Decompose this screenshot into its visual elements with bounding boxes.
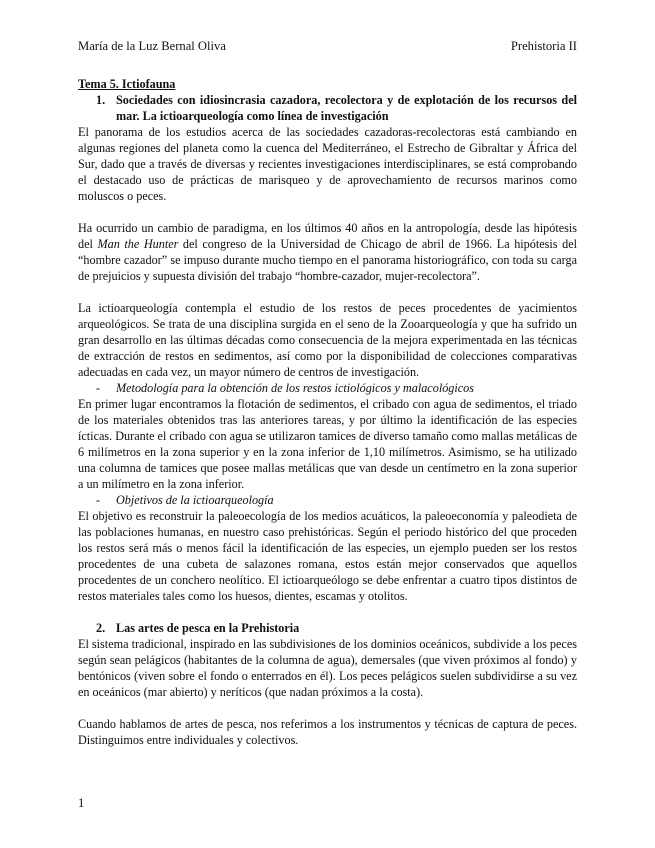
paragraph-2-start: Ha ocurrido un cambio de paradigma, en los últimos 40 años en la antropología, desde las hipótesis del: [78, 221, 577, 251]
paragraph-2-end: del congreso de la Universidad de Chicago de abril de 1966. La hipótesis del “hombre cazador” se impuso durante mucho tiempo en el panorama historiográfico, con toda su carga de prejuicios y supuesta división del trabajo “hombre-cazador, mujer-recolectora”.: [78, 237, 577, 283]
paragraph-3: La ictioarqueología contempla el estudio de los restos de peces procedentes de yacimientos arqueológicos. Se trata de una disciplina surgida en el seno de la Zooarqueología y que ha sufrido un gran desarrollo en las últimas décadas como consecuencia de la mejora experimentada en las técnicas de extracción de restos en sedimentos, así como por la disponibilidad de colecciones comparativas adecuadas en cada vez, un mayor número de centros de investigación.: [78, 301, 577, 379]
paragraph-2: [78, 220, 577, 284]
topic-title: Tema 5. Ictiofauna: [78, 77, 176, 91]
paragraph-4: En primer lugar encontramos la flotación de sedimentos, el cribado con agua de sedimentos, el triado de los materiales obtenidos tras las anteriores tareas, y por último la identificación de las especies ícticas. Durante el cribado con agua se utilizaron tamices de diverso tamaño como mallas metálicas de 6 milímetros en la zona superior y en la zona inferior de 1,10 milímetros. Asimismo, se ha utilizado una columna de tamices que posee mallas metálicas que van desde un centímetro en la zona superior a un milímetro en la zona inferior.: [78, 397, 577, 491]
paragraph-2-italic: Man the Hunter: [97, 237, 179, 251]
section-2-heading: [78, 620, 577, 636]
subheading-1-text: Metodología para la obtención de los restos ictiológicos y malacológicos: [116, 381, 475, 395]
subheading-1-dash: -: [96, 381, 101, 395]
paragraph-1: El panorama de los estudios acerca de las sociedades cazadoras-recolectoras está cambiando en algunas regiones del planeta como la cuenca del Mediterráneo, el Estrecho de Gibraltar y África del Sur, dado que a través de diversas y recientes investigaciones interdisciplinares, se está comprobando el destacado uso de prácticas de marisqueo y de aprovechamiento de recursos marinos como moluscos o peces.: [78, 125, 577, 203]
paragraph-5: El objetivo es reconstruir la paleoecología de los medios acuáticos, la paleoeconomía y paleodieta de las poblaciones humanas, en nuestro caso prehistóricas. Según el periodo histórico del que proceden los restos será más o menos fácil la identificación de las especies, un ejemplo pueden ser los restos procedentes de una cubeta de salazones romana, estos están mejor conservados que aquellos procedentes de un conchero neolítico. El ictioarqueólogo se debe enfrentar a cuatro tipos distintos de restos materiales tales como los huesos, dientes, escamas y otolitos.: [78, 509, 577, 603]
section-1-heading: [78, 92, 577, 124]
page-number: 1: [78, 796, 85, 810]
subheading-2-dash: -: [96, 493, 101, 507]
subheading-2-text: Objetivos de la ictioarqueología: [116, 493, 274, 507]
section-2-number: 2.: [96, 621, 106, 635]
section-2-title: Las artes de pesca en la Prehistoria: [116, 621, 300, 635]
subheading-methodology: [78, 380, 577, 396]
section-1-title: Sociedades con idiosincrasia cazadora, recolectora y de explotación de los recursos del mar. La ictioarqueología como línea de investigación: [116, 93, 577, 123]
paragraph-7: Cuando hablamos de artes de pesca, nos referimos a los instrumentos y técnicas de captura de peces. Distinguimos entre individuales y colectivos.: [78, 717, 577, 747]
header-author: María de la Luz Bernal Oliva: [78, 39, 226, 53]
section-1-number: 1.: [96, 93, 106, 107]
header-course: Prehistoria II: [510, 39, 577, 53]
document-body: [78, 76, 577, 748]
paragraph-6: El sistema tradicional, inspirado en las subdivisiones de los dominios oceánicos, subdivide a los peces según sean pelágicos (habitantes de la columna de agua), demersales (que viven próximos al fondo) y bentónicos (viven sobre el fondo o enterrados en él). Los peces pelágicos suelen subdividirse a su vez en oceánicos (mar abierto) y neríticos (que nadan próximos a la costa).: [78, 637, 577, 699]
subheading-objectives: [78, 492, 577, 508]
page-header: [78, 38, 577, 54]
